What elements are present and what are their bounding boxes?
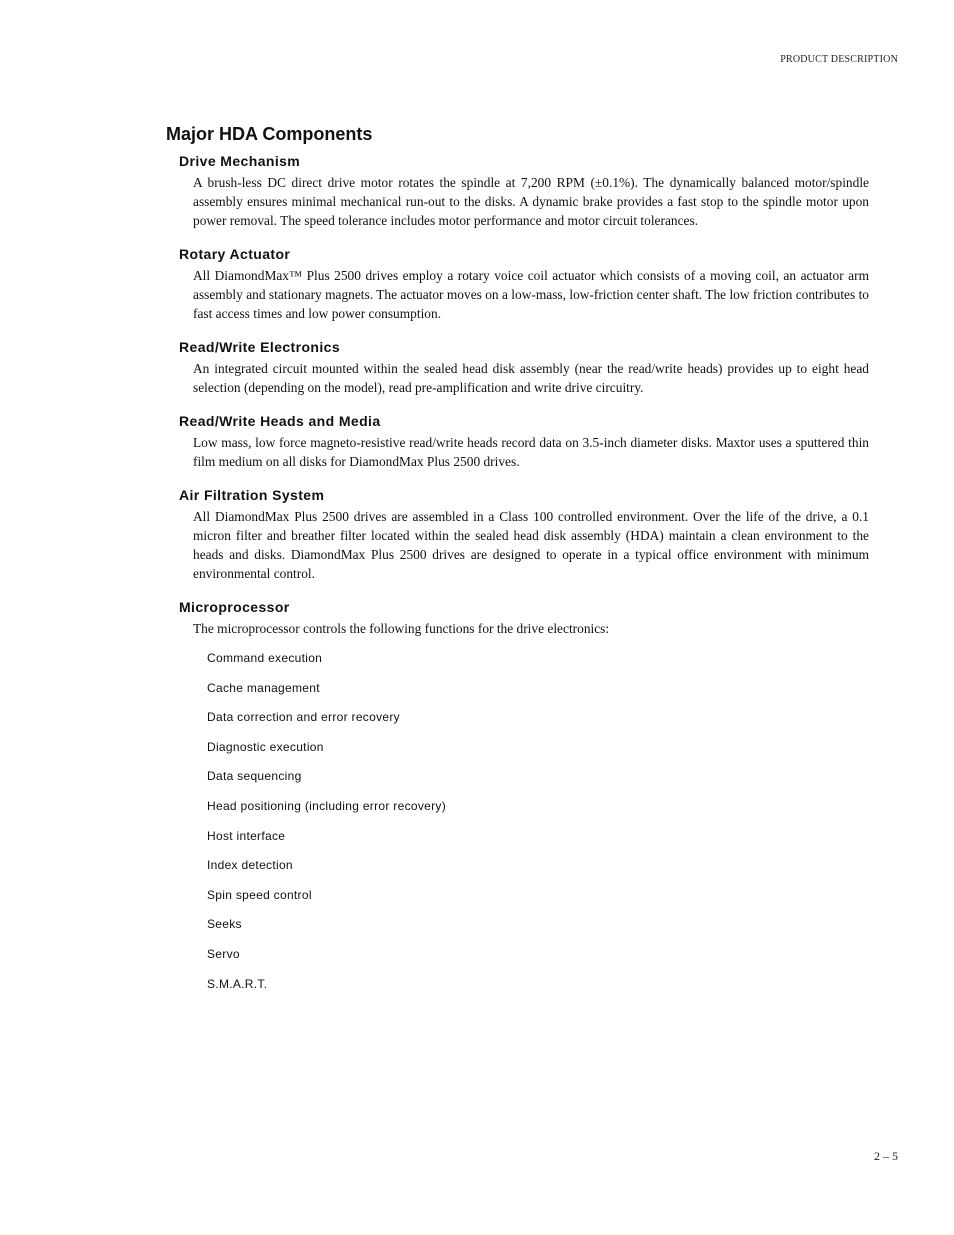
list-item: Head positioning (including error recovery) [207,798,447,813]
list-item: Index detection [207,858,293,873]
page-number: 2 – 5 [874,1149,898,1163]
section-drive-mechanism [179,151,870,230]
section-heading: Rotary Actuator [179,246,291,262]
list-item: Servo [207,946,240,961]
section-body: All DiamondMax Plus 2500 drives are assembled in a Class 100 controlled environment. Over the life of the drive, a 0.1 micron filter and breather filter located within the sealed head disk assembly (HDA) maintain a clean environment to the heads and disks. DiamondMax Plus 2500 drives are designed to operate in a typical office environment with minimum environmental control. [193,509,869,581]
microprocessor-function-list [207,650,870,993]
section-body: A brush-less DC direct drive motor rotates the spindle at 7,200 RPM (±0.1%). The dynamically balanced motor/spindle assembly ensures minimal mechanical run-out to the disks. A dynamic brake provides a fast stop to the spindle motor upon power removal. The speed tolerance includes motor performance and motor circuit tolerances. [193,175,869,228]
page-title: Major HDA Components [166,124,373,144]
list-item: Data correction and error recovery [207,710,400,725]
list-item: Data sequencing [207,769,302,784]
list-item: Host interface [207,828,286,843]
document-content [166,121,870,1005]
section-air-filtration-system [179,485,870,583]
list-item: Diagnostic execution [207,739,324,754]
list-item: Command execution [207,651,323,665]
section-read-write-electronics [179,337,870,397]
section-body: The microprocessor controls the following functions for the drive electronics: [193,621,610,636]
list-item: S.M.A.R.T. [207,976,268,991]
section-read-write-heads-media [179,411,870,471]
section-rotary-actuator [179,244,870,323]
list-item: Cache management [207,680,320,695]
list-item: Seeks [207,917,242,932]
section-body: Low mass, low force magneto-resistive read/write heads record data on 3.5-inch diameter disks. Maxtor uses a sputtered thin film medium on all disks for DiamondMax Plus 2500 drives. [193,435,869,469]
section-body: All DiamondMax™ Plus 2500 drives employ a rotary voice coil actuator which consists of a moving coil, an actuator arm assembly and stationary magnets. The actuator moves on a low-mass, low-friction center shaft. The low friction contributes to fast access times and low power consumption. [193,268,869,321]
section-heading: Air Filtration System [179,487,325,503]
section-heading: Drive Mechanism [179,153,301,169]
section-heading: Microprocessor [179,599,290,615]
section-body: An integrated circuit mounted within the sealed head disk assembly (near the read/write heads) provides up to eight head selection (depending on the model), read pre-amplification and write drive circuitry. [193,361,869,395]
list-item: Spin speed control [207,887,312,902]
section-microprocessor [179,597,870,993]
section-heading: Read/Write Heads and Media [179,413,381,429]
section-heading: Read/Write Electronics [179,339,341,355]
running-header: PRODUCT DESCRIPTION [780,54,898,65]
